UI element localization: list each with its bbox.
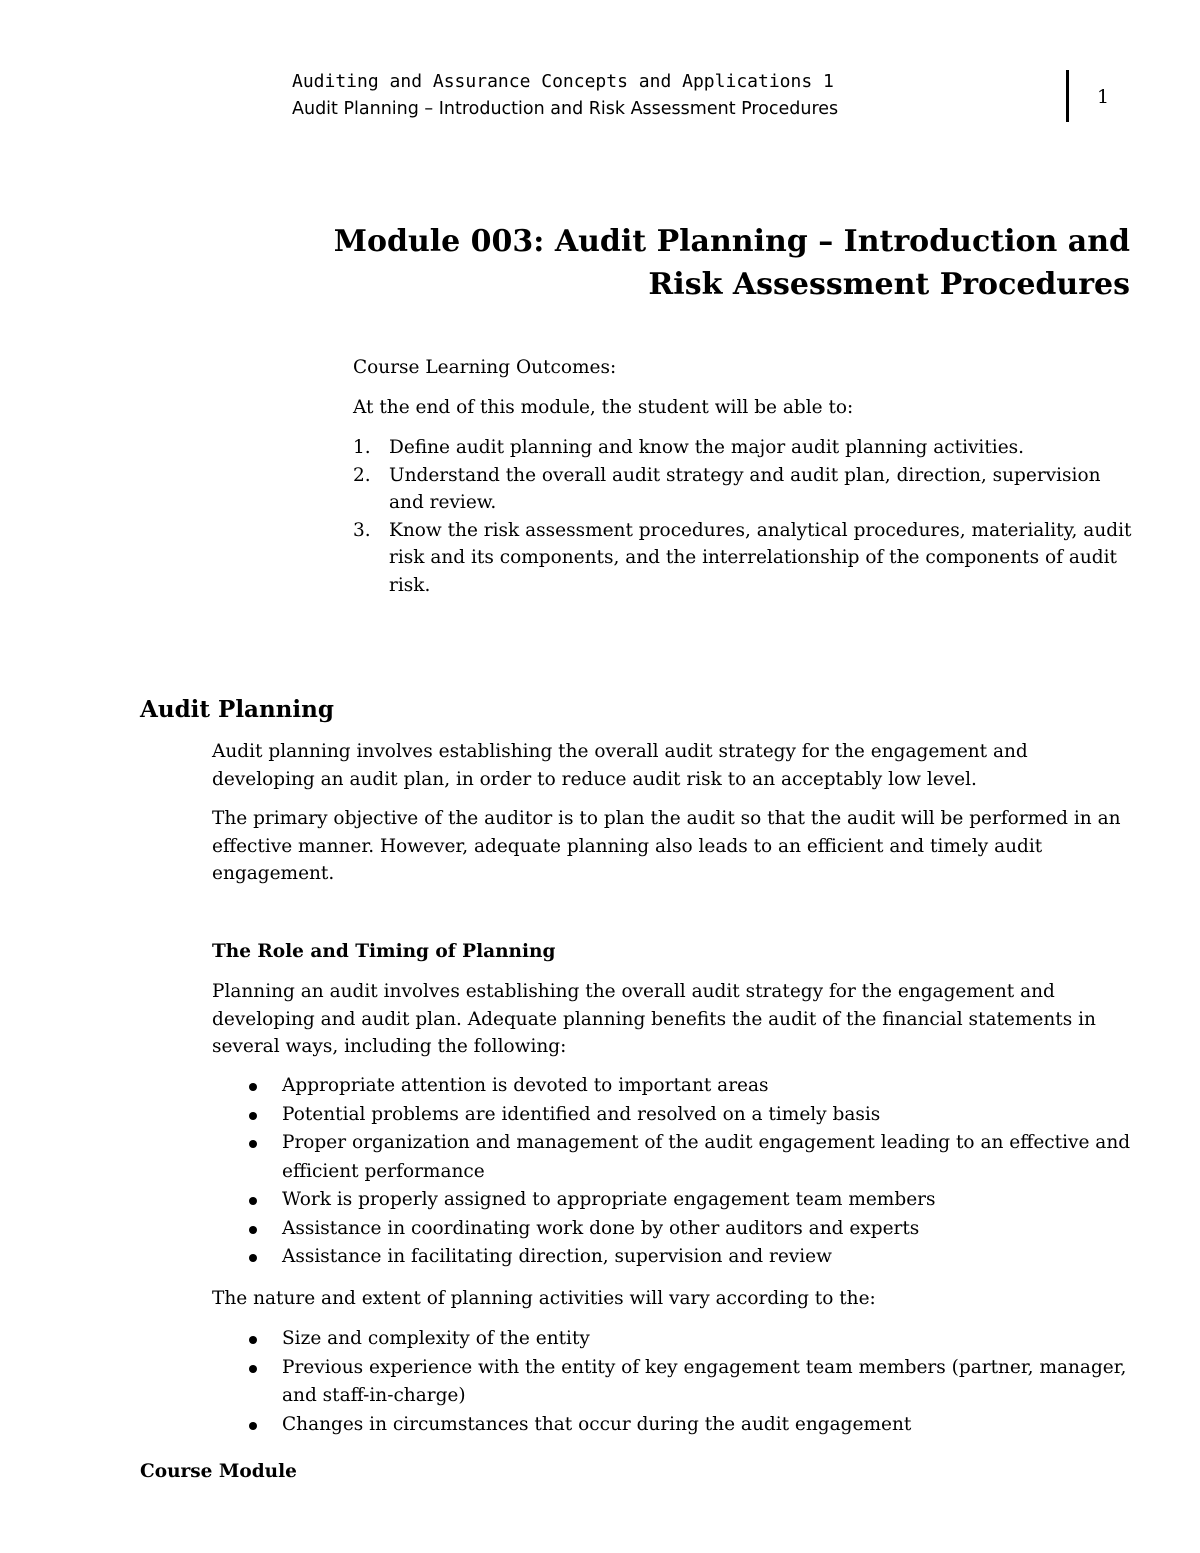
list-item [212,1072,1132,1101]
planning-factors-list [212,1325,1132,1439]
list-item [212,1243,1132,1272]
outcome-number: 1. [353,437,371,458]
list-item-text: Appropriate attention is devoted to important areas [282,1075,769,1096]
outcome-text: Define audit planning and know the major audit planning activities. [389,437,1025,458]
module-title [300,220,1130,306]
list-item [212,1325,1132,1354]
list-item [212,1411,1132,1440]
bullet-icon [249,1083,257,1091]
bullet-icon [249,1365,257,1373]
list-item [212,1354,1132,1411]
list-item-text: Potential problems are identified and resolved on a timely basis [282,1103,881,1125]
outcome-item [353,462,1133,517]
planning-benefits-list [212,1072,1132,1272]
bullet-icon [249,1254,257,1262]
list-item-text: Assistance in coordinating work done by other auditors and experts [282,1217,920,1239]
outcome-text: Understand the overall audit strategy and audit plan, direction, supervision and review. [389,464,1101,513]
bullet-icon [249,1112,257,1120]
outcome-item [353,517,1133,600]
bullet-icon [249,1226,257,1234]
role-timing-paragraph: Planning an audit involves establishing the overall audit strategy for the engagement and developing and audit plan. Adequate planning benefits the audit of the financial statements in several ways, including the following: [212,981,1096,1057]
learning-outcomes-label: Course Learning Outcomes: [353,357,617,378]
list-item-text: Work is properly assigned to appropriate engagement team members [282,1189,936,1210]
module-title-line2: Risk Assessment Procedures [648,267,1130,302]
list-item-text: Assistance in facilitating direction, supervision and review [282,1246,832,1267]
list-item [212,1101,1132,1130]
page-number: 1 [1097,86,1110,108]
bullet-icon [249,1336,257,1344]
audit-planning-paragraph-1: Audit planning involves establishing the overall audit strategy for the engagement and developing an audit plan, in order to reduce audit risk to an acceptably low level. [212,741,1028,790]
bullet-icon [249,1422,257,1430]
list-item-text: Previous experience with the entity of key engagement team members (partner, manager, and staff-in-charge) [282,1356,1127,1406]
learning-outcomes-intro: At the end of this module, the student will be able to: [353,397,854,418]
list-item [212,1186,1132,1215]
header-course-title: Auditing and Assurance Concepts and Applications 1 [292,71,834,92]
list-item-text: Size and complexity of the entity [282,1328,590,1349]
audit-planning-paragraph-2: The primary objective of the auditor is to plan the audit so that the audit will be performed in an effective manner. However, adequate planning also leads to an efficient and timely audit engagement. [212,808,1121,884]
footer-course-module: Course Module [140,1461,297,1482]
list-item-text: Proper organization and management of the audit engagement leading to an effective and efficient performance [282,1132,1131,1182]
bullet-icon [249,1197,257,1205]
outcome-text: Know the risk assessment procedures, analytical procedures, materiality, audit risk and its components, and the interrelationship of the components of audit risk. [389,519,1132,596]
outcome-number: 2. [353,464,371,486]
module-title-line1: Module 003: Audit Planning – Introduction and [333,224,1130,259]
learning-outcomes-list [353,434,1133,599]
section-heading-audit-planning: Audit Planning [140,696,334,723]
list-item-text: Changes in circumstances that occur during the audit engagement [282,1413,912,1435]
header-module-subtitle: Audit Planning – Introduction and Risk Assessment Procedures [292,99,839,119]
nature-extent-intro: The nature and extent of planning activities will vary according to the: [212,1288,876,1309]
list-item [212,1129,1132,1186]
list-item [212,1215,1132,1244]
outcome-item [353,434,1133,462]
subheading-role-and-timing: The Role and Timing of Planning [212,941,556,962]
header-divider [1066,70,1069,122]
bullet-icon [249,1140,257,1148]
outcome-number: 3. [353,519,371,541]
